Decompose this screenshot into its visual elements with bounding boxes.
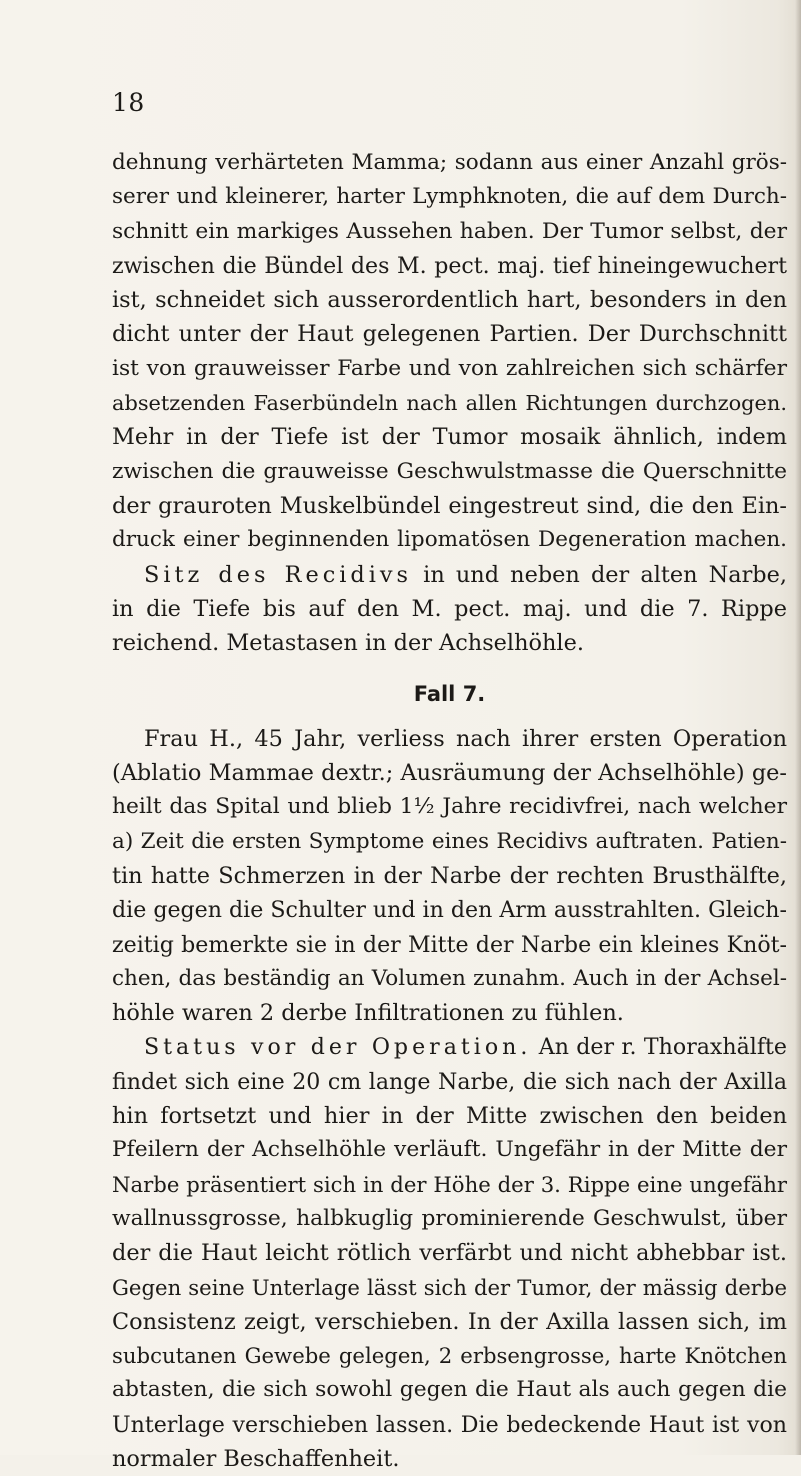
paragraph-2 <box>112 558 787 661</box>
paragraph-1 <box>112 146 787 558</box>
text-line: die gegen die Schulter und in den Arm ausstrahlten. Gleich- <box>112 897 787 924</box>
text-line: tin hatte Schmerzen in der Narbe der rechten Brusthälfte, <box>112 862 787 889</box>
text-line: reichend. Metastasen in der Achselhöhle. <box>112 630 584 657</box>
text-line: in die Tiefe bis auf den M. pect. maj. und die 7. Rippe <box>112 595 787 622</box>
text-line: wallnussgrosse, halbkuglig prominierende Geschwulst, über <box>112 1205 787 1231</box>
text-line: schnitt ein markiges Aussehen haben. Der Tumor selbst, der <box>112 218 787 244</box>
text-line: subcutanen Gewebe gelegen, 2 erbsengrosse, harte Knötchen <box>112 1343 787 1369</box>
text-line: Frau H., 45 Jahr, verliess nach ihrer ersten Operation <box>144 725 787 752</box>
text-line: Pfeilern der Achselhöhle verläuft. Ungefähr in der Mitte der <box>112 1137 787 1163</box>
paragraph-4 <box>112 1030 787 1476</box>
body-text <box>112 146 787 1476</box>
text-line: abtasten, die sich sowohl gegen die Haut als auch gegen die <box>112 1377 787 1403</box>
page-number: 18 <box>112 88 145 117</box>
text-line: Status vor der Operation. An der r. Thoraxhälfte <box>144 1034 787 1061</box>
page-edge-shadow <box>795 0 801 1455</box>
text-line: der die Haut leicht rötlich verfärbt und nicht abhebbar ist. <box>112 1240 787 1267</box>
text-line: zwischen die grauweisse Geschwulstmasse die Querschnitte <box>112 458 787 484</box>
text-line: serer und kleinerer, harter Lymphknoten, die auf dem Durch- <box>112 184 787 210</box>
text-line: Mehr in der Tiefe ist der Tumor mosaik ähnlich, indem <box>112 424 787 451</box>
text-line: absetzenden Faserbündeln nach allen Richtungen durchzogen. <box>112 391 787 416</box>
text-line: druck einer beginnenden lipomatösen Degeneration machen. <box>112 527 787 553</box>
paragraph-3 <box>112 722 787 1031</box>
text-line: Unterlage verschieben lassen. Die bedeckende Haut ist von <box>112 1411 787 1438</box>
text-line: hin fortsetzt und hier in der Mitte zwischen den beiden <box>112 1103 787 1130</box>
text-line: chen, das beständig an Volumen zunahm. Auch in der Achsel- <box>112 965 787 991</box>
text-line: a) Zeit die ersten Symptome eines Recidivs auftraten. Patien- <box>112 828 787 854</box>
text-line: Sitz des Recidivs in und neben der alten Narbe, <box>144 561 787 588</box>
text-line: normaler Beschaffenheit. <box>112 1445 400 1472</box>
text-line: ist, schneidet sich ausserordentlich hart, besonders in den <box>112 287 787 314</box>
text-line: heilt das Spital und blieb 1½ Jahre recidivfrei, nach welcher <box>112 794 787 820</box>
text-line: Gegen seine Unterlage lässt sich der Tumor, der mässig derbe <box>112 1274 787 1300</box>
text-line: Narbe präsentiert sich in der Höhe der 3. Rippe eine ungefähr <box>112 1171 787 1197</box>
text-line: ist von grauweisser Farbe und von zahlreichen sich schärfer <box>112 355 787 381</box>
text-line: zeitig bemerkte sie in der Mitte der Narbe ein kleines Knöt- <box>112 931 787 958</box>
text-line: höhle waren 2 derbe Infiltrationen zu fühlen. <box>112 1000 624 1027</box>
text-line: dehnung verhärteten Mamma; sodann aus einer Anzahl grös- <box>112 150 787 175</box>
text-line: dicht unter der Haut gelegenen Partien. Der Durchschnitt <box>112 321 787 348</box>
case-heading: Fall 7. <box>413 682 486 707</box>
text-line: Consistenz zeigt, verschieben. In der Axilla lassen sich, im <box>112 1308 787 1335</box>
text-line: zwischen die Bündel des M. pect. maj. tief hineingewuchert <box>112 252 787 279</box>
text-line: der grauroten Muskelbündel eingestreut sind, die den Ein- <box>112 492 787 519</box>
text-line: findet sich eine 20 cm lange Narbe, die sich nach der Axilla <box>112 1068 787 1095</box>
text-line: (Ablatio Mammae dextr.; Ausräumung der Achselhöhle) ge- <box>112 760 787 787</box>
